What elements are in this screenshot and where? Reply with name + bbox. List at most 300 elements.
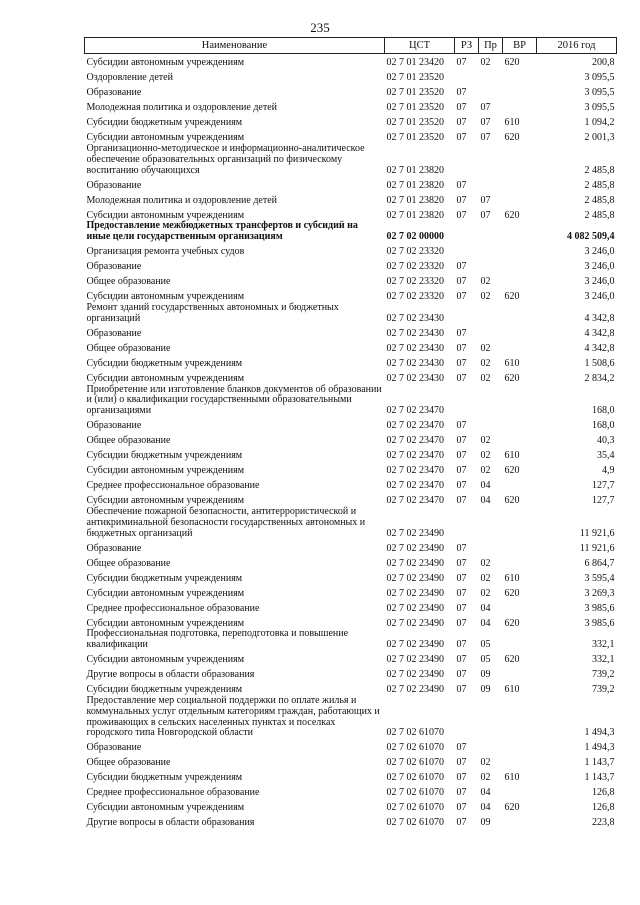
- row-amount-cell: 3 985,6: [584, 602, 615, 614]
- row-vr-cell: [503, 176, 537, 191]
- row-cst-cell: 02 7 02 23490: [386, 557, 444, 569]
- row-cst-cell: 02 7 02 61070: [386, 757, 444, 769]
- row-pr-cell: 02: [480, 757, 491, 769]
- row-cst-cell: 02 7 02 23490: [386, 542, 444, 554]
- row-amount-cell: 126,8: [592, 787, 615, 799]
- row-vr-cell: [503, 273, 537, 288]
- row-vr-cell: 610: [504, 117, 520, 129]
- row-amount-cell: 1 143,7: [584, 772, 615, 784]
- table-row: [85, 784, 617, 799]
- row-name-cell: Общее образование: [86, 276, 171, 288]
- row-vr-cell: [503, 221, 537, 243]
- row-amount-cell: 332,1: [592, 639, 615, 651]
- row-rz-cell: 07: [456, 342, 467, 354]
- row-rz-cell: 07: [456, 57, 467, 69]
- row-vr-cell: [503, 739, 537, 754]
- row-vr-cell: 620: [504, 291, 520, 303]
- row-cst-cell: 02 7 02 23430: [386, 327, 444, 339]
- row-name-cell: Профессиональная подготовка, переподготовка и повышение квалификации: [86, 628, 349, 651]
- row-cst-cell: 02 7 02 23490: [386, 572, 444, 584]
- row-cst-cell: 02 7 02 23470: [386, 450, 444, 462]
- row-cst-cell: 02 7 01 23520: [386, 102, 444, 114]
- row-amount-cell: 2 485,8: [584, 179, 615, 191]
- row-rz-cell: 07: [456, 291, 467, 303]
- column-header-cst: ЦСТ: [385, 38, 455, 54]
- row-rz-cell: 07: [456, 557, 467, 569]
- row-amount-cell: 4 342,8: [584, 342, 615, 354]
- table-row: [85, 477, 617, 492]
- row-rz-cell: 07: [456, 132, 467, 144]
- table-row: [85, 191, 617, 206]
- table-row: [85, 681, 617, 696]
- row-cst-cell: 02 7 02 61070: [386, 802, 444, 814]
- row-cst-cell: 02 7 02 23430: [386, 357, 444, 369]
- row-amount-cell: 4 082 509,4: [567, 231, 615, 243]
- row-rz-cell: [455, 696, 479, 739]
- row-cst-cell: 02 7 01 23420: [386, 57, 444, 69]
- row-vr-cell: [503, 666, 537, 681]
- row-cst-cell: 02 7 01 23820: [386, 209, 444, 221]
- row-rz-cell: 07: [456, 817, 467, 829]
- row-vr-cell: [503, 599, 537, 614]
- table-row: [85, 221, 617, 243]
- row-name-cell: Общее образование: [86, 435, 171, 447]
- table-row: [85, 651, 617, 666]
- row-cst-cell: 02 7 02 23320: [386, 261, 444, 273]
- row-pr-cell: 02: [480, 572, 491, 584]
- row-cst-cell: 02 7 01 23820: [386, 179, 444, 191]
- row-amount-cell: 3 095,5: [584, 102, 615, 114]
- row-rz-cell: 07: [456, 87, 467, 99]
- row-amount-cell: 3 246,0: [584, 246, 615, 258]
- row-vr-cell: [503, 507, 537, 539]
- row-name-cell: Образование: [86, 179, 142, 191]
- row-rz-cell: 07: [456, 261, 467, 273]
- row-pr-cell: 04: [480, 787, 491, 799]
- row-name-cell: Субсидии автономным учреждениям: [86, 465, 245, 477]
- row-name-cell: Предоставление межбюджетных трансфертов и субсидий на иные цели государственным организациям: [86, 220, 358, 243]
- row-pr-cell: [479, 84, 503, 99]
- row-pr-cell: 04: [480, 480, 491, 492]
- table-row: [85, 492, 617, 507]
- row-cst-cell: 02 7 02 23470: [386, 420, 444, 432]
- row-name-cell: Субсидии автономным учреждениям: [86, 372, 245, 384]
- row-rz-cell: 07: [456, 742, 467, 754]
- row-name-cell: Субсидии автономным учреждениям: [86, 209, 245, 221]
- row-vr-cell: [503, 539, 537, 554]
- column-header-pr: Пр: [479, 38, 503, 54]
- row-cst-cell: 02 7 02 23470: [386, 405, 444, 417]
- table-row: [85, 243, 617, 258]
- row-name-cell: Другие вопросы в области образования: [86, 669, 255, 681]
- row-pr-cell: [479, 739, 503, 754]
- row-vr-cell: [503, 69, 537, 84]
- row-rz-cell: 07: [456, 787, 467, 799]
- row-cst-cell: 02 7 02 23470: [386, 495, 444, 507]
- row-vr-cell: [503, 325, 537, 340]
- row-cst-cell: 02 7 02 23320: [386, 276, 444, 288]
- row-vr-cell: 610: [504, 684, 520, 696]
- row-pr-cell: 02: [480, 465, 491, 477]
- table-row: [85, 144, 617, 176]
- row-pr-cell: [479, 144, 503, 176]
- row-name-cell: Субсидии автономным учреждениям: [86, 654, 245, 666]
- row-name-cell: Образование: [86, 87, 142, 99]
- row-name-cell: Молодежная политика и оздоровление детей: [86, 102, 278, 114]
- row-rz-cell: [455, 221, 479, 243]
- row-vr-cell: [503, 814, 537, 829]
- row-pr-cell: 02: [480, 357, 491, 369]
- row-pr-cell: 04: [480, 617, 491, 629]
- row-cst-cell: 02 7 01 23820: [386, 164, 444, 176]
- row-pr-cell: 04: [480, 495, 491, 507]
- row-amount-cell: 6 864,7: [584, 557, 615, 569]
- row-name-cell: Образование: [86, 742, 142, 754]
- row-name-cell: Субсидии автономным учреждениям: [86, 495, 245, 507]
- row-pr-cell: 09: [480, 684, 491, 696]
- table-row: [85, 584, 617, 599]
- table-row: [85, 696, 617, 739]
- table-row: [85, 370, 617, 385]
- row-cst-cell: 02 7 02 23470: [386, 435, 444, 447]
- row-name-cell: Обеспечение пожарной безопасности, антитеррористической и антикриминальной безопасности государственных автономных и бюджетных организаций: [86, 505, 366, 539]
- row-rz-cell: 07: [456, 772, 467, 784]
- table-row: [85, 814, 617, 829]
- row-cst-cell: 02 7 01 23520: [386, 87, 444, 99]
- row-rz-cell: 07: [456, 209, 467, 221]
- table-row: [85, 599, 617, 614]
- row-amount-cell: 332,1: [592, 654, 615, 666]
- row-rz-cell: [455, 507, 479, 539]
- row-pr-cell: [479, 303, 503, 325]
- table-row: [85, 417, 617, 432]
- row-name-cell: Образование: [86, 542, 142, 554]
- row-name-cell: Общее образование: [86, 342, 171, 354]
- row-amount-cell: 35,4: [597, 450, 615, 462]
- row-rz-cell: 07: [456, 757, 467, 769]
- row-vr-cell: [503, 554, 537, 569]
- row-pr-cell: 02: [480, 587, 491, 599]
- table-row: [85, 303, 617, 325]
- row-vr-cell: [503, 417, 537, 432]
- row-vr-cell: 620: [504, 372, 520, 384]
- table-row: [85, 799, 617, 814]
- row-vr-cell: [503, 303, 537, 325]
- row-pr-cell: 05: [480, 654, 491, 666]
- row-rz-cell: 07: [456, 669, 467, 681]
- row-cst-cell: 02 7 02 61070: [386, 772, 444, 784]
- row-amount-cell: 2 485,8: [584, 164, 615, 176]
- row-amount-cell: 3 269,3: [584, 587, 615, 599]
- row-vr-cell: [503, 144, 537, 176]
- row-rz-cell: 07: [456, 542, 467, 554]
- row-cst-cell: 02 7 02 23470: [386, 465, 444, 477]
- row-name-cell: Оздоровление детей: [86, 72, 173, 84]
- row-rz-cell: 07: [456, 617, 467, 629]
- row-pr-cell: [479, 258, 503, 273]
- row-name-cell: Другие вопросы в области образования: [86, 817, 255, 829]
- table-row: [85, 569, 617, 584]
- row-amount-cell: 2 485,8: [584, 209, 615, 221]
- row-vr-cell: [503, 385, 537, 417]
- row-pr-cell: 07: [480, 117, 491, 129]
- row-cst-cell: 02 7 02 23320: [386, 246, 444, 258]
- table-row: [85, 258, 617, 273]
- row-pr-cell: 02: [480, 57, 491, 69]
- row-amount-cell: 3 246,0: [584, 261, 615, 273]
- row-pr-cell: 07: [480, 194, 491, 206]
- row-name-cell: Субсидии автономным учреждениям: [86, 587, 245, 599]
- column-header-name: Наименование: [85, 38, 385, 54]
- row-pr-cell: 02: [480, 276, 491, 288]
- row-amount-cell: 1 494,3: [584, 727, 615, 739]
- row-cst-cell: 02 7 01 23520: [386, 72, 444, 84]
- row-rz-cell: 07: [456, 465, 467, 477]
- row-pr-cell: 07: [480, 132, 491, 144]
- row-name-cell: Предоставление мер социальной поддержки по оплате жилья и коммунальных услуг отдельным категориям граждан, работающих и проживающих в сельских населенных пунктах и поселках городского типа Новгородской области: [86, 694, 380, 739]
- row-pr-cell: [479, 243, 503, 258]
- table-body: [85, 54, 617, 830]
- row-rz-cell: 07: [456, 684, 467, 696]
- row-vr-cell: 610: [504, 772, 520, 784]
- table-row: [85, 273, 617, 288]
- row-name-cell: Образование: [86, 327, 142, 339]
- row-rz-cell: 07: [456, 420, 467, 432]
- row-rz-cell: 07: [456, 276, 467, 288]
- row-rz-cell: 07: [456, 179, 467, 191]
- row-amount-cell: 2 485,8: [584, 194, 615, 206]
- row-rz-cell: 07: [456, 654, 467, 666]
- row-amount-cell: 168,0: [592, 420, 615, 432]
- row-vr-cell: 620: [504, 57, 520, 69]
- table-row: [85, 69, 617, 84]
- row-rz-cell: 07: [456, 495, 467, 507]
- table-row: [85, 769, 617, 784]
- row-vr-cell: [503, 696, 537, 739]
- budget-table: [84, 37, 617, 829]
- row-pr-cell: 09: [480, 669, 491, 681]
- page-number: 235: [310, 20, 330, 35]
- row-name-cell: Субсидии автономным учреждениям: [86, 132, 245, 144]
- row-amount-cell: 127,7: [592, 495, 615, 507]
- row-pr-cell: 04: [480, 602, 491, 614]
- row-name-cell: Организация ремонта учебных судов: [86, 246, 245, 258]
- row-cst-cell: 02 7 02 00000: [386, 231, 444, 243]
- row-vr-cell: 620: [504, 654, 520, 666]
- row-pr-cell: [479, 385, 503, 417]
- row-pr-cell: [479, 176, 503, 191]
- row-name-cell: Организационно-методическое и информационно-аналитическое обеспечение образовательных организаций по физическому воспитанию обучающихся: [86, 143, 365, 176]
- row-amount-cell: 3 246,0: [584, 291, 615, 303]
- row-vr-cell: [503, 432, 537, 447]
- row-cst-cell: 02 7 02 61070: [386, 787, 444, 799]
- row-vr-cell: 620: [504, 209, 520, 221]
- row-rz-cell: [455, 144, 479, 176]
- row-rz-cell: 07: [456, 802, 467, 814]
- row-amount-cell: 11 921,6: [579, 542, 615, 554]
- row-amount-cell: 3 095,5: [584, 72, 615, 84]
- row-amount-cell: 3 595,4: [584, 572, 615, 584]
- table-row: [85, 176, 617, 191]
- row-pr-cell: 02: [480, 450, 491, 462]
- row-pr-cell: 02: [480, 435, 491, 447]
- row-cst-cell: 02 7 02 23490: [386, 602, 444, 614]
- row-name-cell: Субсидии бюджетным учреждениям: [86, 357, 243, 369]
- row-pr-cell: 07: [480, 209, 491, 221]
- table-row: [85, 288, 617, 303]
- row-name-cell: Молодежная политика и оздоровление детей: [86, 194, 278, 206]
- row-vr-cell: [503, 754, 537, 769]
- row-name-cell: Субсидии бюджетным учреждениям: [86, 772, 243, 784]
- row-name-cell: Субсидии бюджетным учреждениям: [86, 684, 243, 696]
- table-row: [85, 114, 617, 129]
- row-name-cell: Субсидии бюджетным учреждениям: [86, 450, 243, 462]
- row-cst-cell: 02 7 01 23820: [386, 194, 444, 206]
- table-row: [85, 84, 617, 99]
- row-rz-cell: 07: [456, 194, 467, 206]
- table-row: [85, 447, 617, 462]
- table-row: [85, 129, 617, 144]
- row-rz-cell: 07: [456, 435, 467, 447]
- row-pr-cell: [479, 539, 503, 554]
- row-rz-cell: 07: [456, 357, 467, 369]
- table-row: [85, 385, 617, 417]
- row-name-cell: Общее образование: [86, 757, 171, 769]
- row-amount-cell: 1 143,7: [584, 757, 615, 769]
- row-amount-cell: 2 834,2: [584, 372, 615, 384]
- row-cst-cell: 02 7 02 23490: [386, 527, 444, 539]
- row-rz-cell: 07: [456, 602, 467, 614]
- row-name-cell: Субсидии автономным учреждениям: [86, 291, 245, 303]
- row-amount-cell: 2 001,3: [584, 132, 615, 144]
- row-name-cell: Среднее профессиональное образование: [86, 787, 260, 799]
- row-rz-cell: 07: [456, 102, 467, 114]
- row-amount-cell: 223,8: [592, 817, 615, 829]
- row-pr-cell: [479, 696, 503, 739]
- row-amount-cell: 739,2: [592, 669, 615, 681]
- row-vr-cell: 610: [504, 572, 520, 584]
- row-name-cell: Общее образование: [86, 557, 171, 569]
- table-header-row: [85, 38, 617, 54]
- row-vr-cell: 620: [504, 802, 520, 814]
- row-name-cell: Ремонт зданий государственных автономных и бюджетных организаций: [86, 301, 339, 324]
- row-amount-cell: 4 342,8: [584, 327, 615, 339]
- row-name-cell: Приобретение или изготовление бланков документов об образовании и (или) о квалификации государственными образовательными организациями: [86, 383, 382, 417]
- row-rz-cell: 07: [456, 587, 467, 599]
- row-rz-cell: [455, 243, 479, 258]
- row-cst-cell: 02 7 02 61070: [386, 742, 444, 754]
- row-name-cell: Субсидии бюджетным учреждениям: [86, 572, 243, 584]
- row-amount-cell: 4,9: [602, 465, 615, 477]
- row-vr-cell: [503, 84, 537, 99]
- row-amount-cell: 1 508,6: [584, 357, 615, 369]
- row-cst-cell: 02 7 02 23490: [386, 587, 444, 599]
- row-cst-cell: 02 7 02 61070: [386, 817, 444, 829]
- row-amount-cell: 168,0: [592, 405, 615, 417]
- row-name-cell: Среднее профессиональное образование: [86, 480, 260, 492]
- row-vr-cell: 610: [504, 357, 520, 369]
- row-vr-cell: [503, 258, 537, 273]
- row-name-cell: Образование: [86, 261, 142, 273]
- table-row: [85, 754, 617, 769]
- row-rz-cell: 07: [456, 480, 467, 492]
- table-row: [85, 554, 617, 569]
- row-cst-cell: 02 7 02 23490: [386, 639, 444, 651]
- row-pr-cell: 02: [480, 772, 491, 784]
- row-amount-cell: 739,2: [592, 684, 615, 696]
- table-row: [85, 462, 617, 477]
- row-pr-cell: 02: [480, 372, 491, 384]
- row-amount-cell: 11 921,6: [579, 527, 615, 539]
- table-row: [85, 539, 617, 554]
- row-rz-cell: 07: [456, 639, 467, 651]
- column-header-vr: ВР: [503, 38, 537, 54]
- row-pr-cell: 07: [480, 102, 491, 114]
- row-pr-cell: [479, 221, 503, 243]
- row-rz-cell: 07: [456, 372, 467, 384]
- table-row: [85, 54, 617, 70]
- row-rz-cell: 07: [456, 327, 467, 339]
- table-row: [85, 666, 617, 681]
- row-amount-cell: 4 342,8: [584, 312, 615, 324]
- row-cst-cell: 02 7 02 23430: [386, 372, 444, 384]
- row-cst-cell: 02 7 01 23520: [386, 117, 444, 129]
- row-vr-cell: [503, 477, 537, 492]
- table-row: [85, 99, 617, 114]
- row-cst-cell: 02 7 02 23430: [386, 312, 444, 324]
- row-rz-cell: [455, 69, 479, 84]
- table-row: [85, 432, 617, 447]
- row-amount-cell: 3 985,6: [584, 617, 615, 629]
- row-vr-cell: [503, 99, 537, 114]
- row-amount-cell: 126,8: [592, 802, 615, 814]
- table-row: [85, 355, 617, 370]
- row-vr-cell: 620: [504, 587, 520, 599]
- table-row: [85, 739, 617, 754]
- row-rz-cell: 07: [456, 117, 467, 129]
- row-vr-cell: [503, 784, 537, 799]
- table-row: [85, 507, 617, 539]
- table-row: [85, 325, 617, 340]
- row-name-cell: Среднее профессиональное образование: [86, 602, 260, 614]
- row-cst-cell: 02 7 02 61070: [386, 727, 444, 739]
- row-amount-cell: 40,3: [597, 435, 615, 447]
- row-rz-cell: 07: [456, 572, 467, 584]
- row-vr-cell: 620: [504, 465, 520, 477]
- row-vr-cell: 620: [504, 132, 520, 144]
- row-cst-cell: 02 7 02 23320: [386, 291, 444, 303]
- row-rz-cell: [455, 385, 479, 417]
- row-name-cell: Субсидии автономным учреждениям: [86, 57, 245, 69]
- table-row: [85, 629, 617, 651]
- row-rz-cell: 07: [456, 450, 467, 462]
- row-name-cell: Субсидии автономным учреждениям: [86, 802, 245, 814]
- row-cst-cell: 02 7 02 23470: [386, 480, 444, 492]
- row-vr-cell: [503, 340, 537, 355]
- row-cst-cell: 02 7 02 23490: [386, 684, 444, 696]
- column-header-rz: РЗ: [455, 38, 479, 54]
- row-cst-cell: 02 7 01 23520: [386, 132, 444, 144]
- table-row: [85, 206, 617, 221]
- row-rz-cell: [455, 303, 479, 325]
- row-amount-cell: 200,8: [592, 57, 615, 69]
- row-pr-cell: 05: [480, 639, 491, 651]
- column-header-year: 2016 год: [537, 38, 617, 54]
- table-row: [85, 614, 617, 629]
- row-pr-cell: [479, 417, 503, 432]
- row-cst-cell: 02 7 02 23490: [386, 617, 444, 629]
- row-pr-cell: [479, 507, 503, 539]
